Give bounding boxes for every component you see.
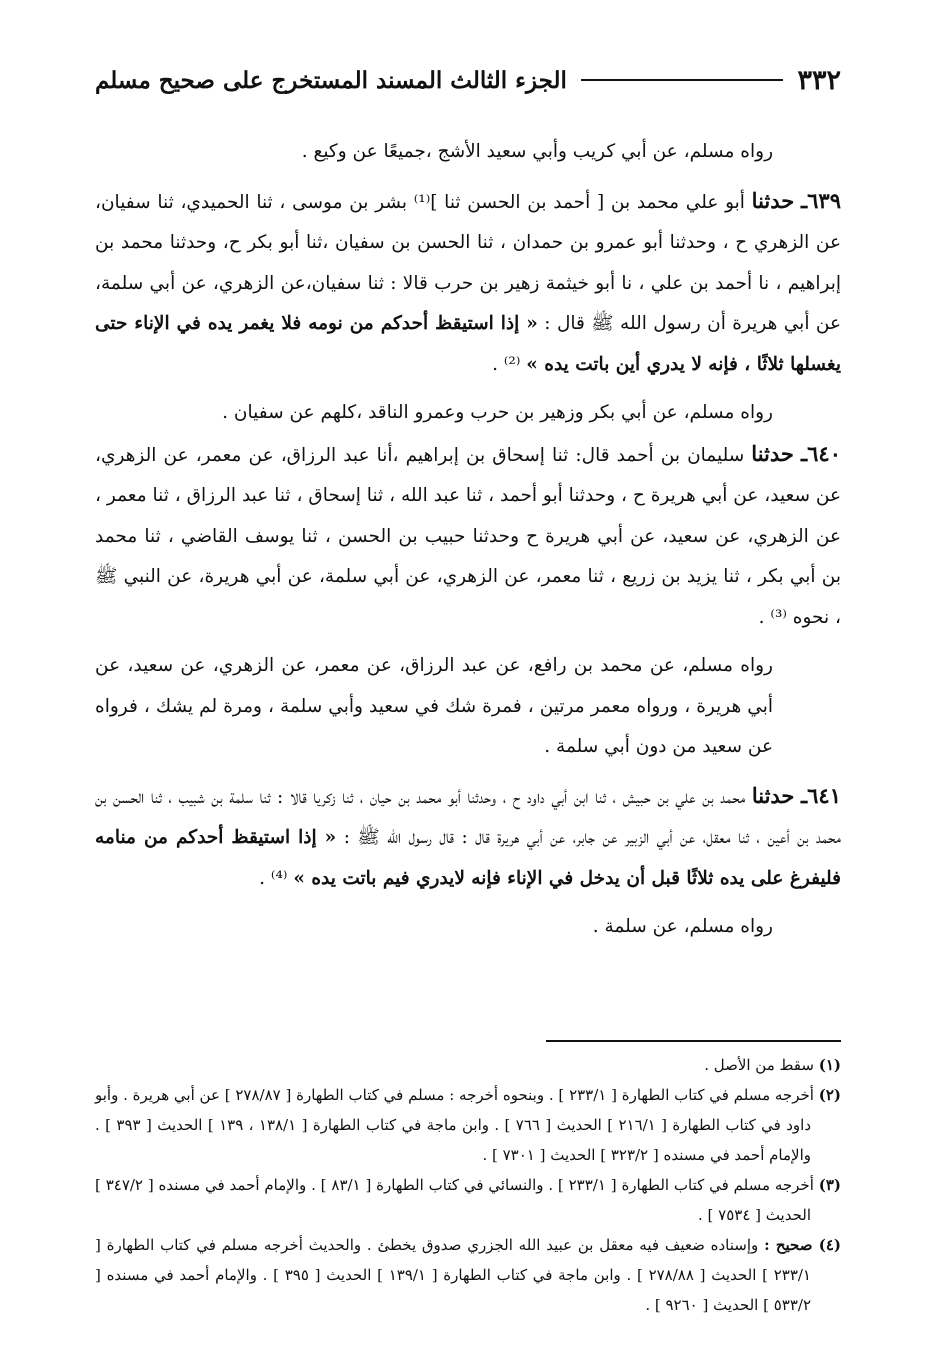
footnote-ref: ⁽⁴⁾ . xyxy=(259,867,288,889)
hadith-639 xyxy=(95,181,841,386)
matn-text: « إذا استيقظ أحدكم من منامه فليفرغ على يده ثلاثًا قبل أن يدخل في الإناء فإنه لايدري فيم باتت يده » xyxy=(95,827,841,889)
hadith-number: ٦٤٠ـ xyxy=(800,440,841,466)
haddathana-word: حدثنا xyxy=(751,440,794,466)
paragraph xyxy=(95,907,841,948)
footnote-ref: ⁽²⁾ . xyxy=(492,353,521,375)
footnote-4 xyxy=(95,1230,841,1320)
isnad-text: سليمان بن أحمد قال: ثنا إسحاق بن إبراهيم ،أنا عبد الرزاق، عن معمر، عن الزهري، عن سعيد، عن أبي هريرة ح ، وحدثنا أبو أحمد ، ثنا عبد الله ، ثنا إسحاق ، ثنا عبد الرزاق ، ثنا معمر ، عن الزهري، عن سعيد، عن أبي هريرة ح وحدثنا حبيب بن الحسن ، ثنا يوسف القاضي ، ثنا محمد بن أبي بكر ، ثنا يزيد بن زريع ، ثنا معمر، عن الزهري، عن أبي سلمة، عن أبي هريرة، عن النبي ﷺ ، نحوه ⁽³⁾ . xyxy=(95,444,841,628)
footnote-label: (١) xyxy=(818,1056,841,1074)
matn-text: « إذا استيقظ أحدكم من نومه فلا يغمر يده في الإناء حتى يغسلها ثلاثًا ، فإنه لا يدري أين باتت يده » xyxy=(95,313,841,375)
book-page xyxy=(95,0,841,1359)
page-number: ٣٣٢ xyxy=(797,64,841,96)
footnote-label: (٢) xyxy=(818,1086,841,1104)
isnad-text: محمد بن علي بن حبيش ، ثنا ابن أبي داود ح ، وحدثنا أبو محمد بن حيان ، ثنا زكريا قالا : ثنا سلمة بن شبيب ، ثنا الحسن بن محمد بن أعين ، ثنا معقل، عن أبي الزبير عن جابر، عن أبي هريرة قال : قال رسول الله ﷺ : xyxy=(95,786,841,848)
footnote-text: سقط من الأصل . xyxy=(704,1056,814,1074)
footnote-text: أخرجه مسلم في كتاب الطهارة [ ٢٣٣/١ ] . والنسائي في كتاب الطهارة [ ٨٣/١ ] . والإمام أحمد في مسنده [ ٣٤٧/٢ ] الحديث [ ٧٥٣٤ ] . xyxy=(95,1176,814,1224)
running-title: الجزء الثالث المسند المستخرج على صحيح مسلم xyxy=(95,66,567,94)
page-header xyxy=(95,60,841,100)
hadith-641 xyxy=(95,776,841,900)
paragraph xyxy=(95,132,841,173)
haddathana-word: حدثنا xyxy=(751,782,795,808)
footnotes xyxy=(95,1050,841,1320)
hadith-number: ٦٣٩ـ xyxy=(800,187,841,213)
header-rule xyxy=(581,79,784,81)
paragraph xyxy=(95,393,841,434)
paragraph-text: رواه مسلم، عن سلمة . xyxy=(592,916,773,937)
paragraph xyxy=(95,646,841,768)
haddathana-word: حدثنا xyxy=(751,187,795,213)
hadith-number: ٦٤١ـ xyxy=(801,782,841,808)
footnote-label: (٣) xyxy=(818,1176,841,1194)
isnad-text: أبو علي محمد بن [ أحمد بن الحسن ثنا ]⁽¹⁾ بشر بن موسى ، ثنا الحميدي، ثنا سفيان، عن الزهري ح ، وحدثنا أبو عمرو بن حمدان ، ثنا الحسن بن سفيان ،ثنا أبو بكر ح، وحدثنا محمد بن إبراهيم ، نا أحمد بن علي ، نا أبو خيثمة زهير بن حرب قالا : ثنا سفيان،عن الزهري، عن أبي سلمة، عن أبي هريرة أن رسول الله ﷺ قال : xyxy=(95,191,842,334)
paragraph-text: رواه مسلم، عن محمد بن رافع، عن عبد الرزاق، عن معمر، عن الزهري، عن سعيد، عن أبي هريرة ، ورواه معمر مرتين ، فمرة شك في سعيد وأبي سلمة ، ومرة لم يشك ، فرواه عن سعيد من دون أبي سلمة . xyxy=(95,655,773,757)
footnote-2 xyxy=(95,1080,841,1170)
footnote-3 xyxy=(95,1170,841,1230)
main-text xyxy=(95,132,841,948)
footnote-1 xyxy=(95,1050,841,1080)
hadith-640 xyxy=(95,434,841,639)
footnote-text: أخرجه مسلم في كتاب الطهارة [ ٢٣٣/١ ] . وبنحوه أخرجه : مسلم في كتاب الطهارة [ ٢٧٨/٨٧ ] عن أبي هريرة . وأبو داود في كتاب الطهارة [ ٢١٦/١ ] الحديث [ ٧٦٦ ] . وابن ماجة في كتاب الطهارة [ ١٣٨/١ ، ١٣٩ ] الحديث [ ٣٩٣ ] . والإمام أحمد في مسنده [ ٣٢٣/٢ ] الحديث [ ٧٣٠١ ] . xyxy=(95,1086,814,1164)
paragraph-text: رواه مسلم، عن أبي كريب وأبي سعيد الأشج ،جميعًا عن وكيع . xyxy=(301,141,773,162)
paragraph-text: رواه مسلم، عن أبي بكر وزهير بن حرب وعمرو الناقد ،كلهم عن سفيان . xyxy=(222,402,773,423)
footnote-separator xyxy=(546,1040,841,1042)
footnote-text: وإسناده ضعيف فيه معقل بن عبيد الله الجزري صدوق يخطئ . والحديث أخرجه مسلم في كتاب الطهارة [ ٢٣٣/١ ] الحديث [ ٢٧٨/٨٨ ] . وابن ماجة في كتاب الطهارة [ ١٣٩/١ ] الحديث [ ٣٩٥ ] . والإمام أحمد في مسنده [ ٥٣٣/٢ ] الحديث [ ٩٢٦٠ ] . xyxy=(95,1236,811,1314)
footnote-label: (٤) صحيح : xyxy=(764,1236,841,1254)
